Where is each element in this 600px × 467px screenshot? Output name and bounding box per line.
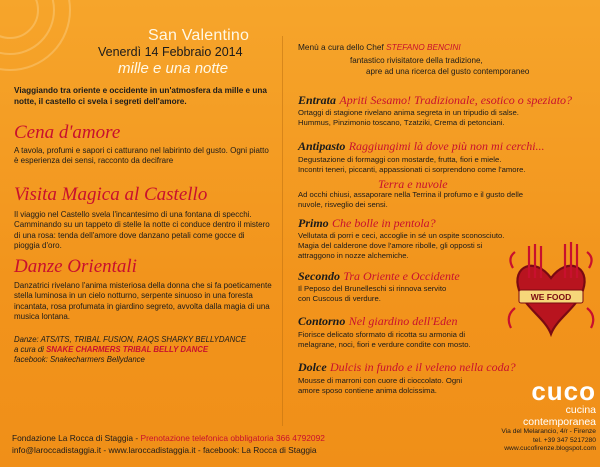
- course-dolce: [298, 360, 516, 375]
- facebook-line: [14, 355, 272, 365]
- brand-web[interactable]: www.cucofirenze.blogspot.com: [504, 445, 596, 453]
- emblem-text: WE FOOD: [530, 292, 572, 302]
- course-secondo: [298, 269, 460, 284]
- course-name: Entrata: [298, 93, 337, 107]
- menu-subtitle-2: apre ad una ricerca del gusto contemporaneo: [366, 67, 530, 76]
- course-name: Secondo: [298, 269, 340, 283]
- menu-subtitle-1: fantastico rivisitatore della tradizione,: [350, 56, 483, 65]
- care-line: [14, 345, 272, 355]
- course-name: Contorno: [298, 314, 346, 328]
- section-text-visita: Il viaggio nel Castello svela l'incantesimo di una fontana di specchi. Camminando su un tappeto di stelle la notte ci conduce dentro il mistero di una rosa: tenda dell'amore dove danzano petali come gocce di pioggia d'oro.: [14, 210, 270, 251]
- course-entrata: [298, 93, 572, 108]
- brand-address: Via del Melarancio, 4/r - Firenze: [501, 428, 596, 435]
- section-text-danze: Danzatrici rivelano l'anima misteriosa della donna che si fa poeticamente stella luminosa in un cielo notturno, serpente sinuoso in una foresta incantata, rosa profumata in giardino segreto, avvolta dalla magia di una musica lontana.: [14, 281, 272, 322]
- brand-logo: [506, 378, 596, 428]
- event-title: San Valentino: [148, 27, 250, 44]
- course-title: Che bolle in pentola?: [332, 216, 436, 230]
- course-title: Tra Oriente e Occidente: [343, 269, 460, 283]
- menu-heading-prefix: Menù a cura dello Chef: [298, 42, 384, 52]
- course-desc-secondo: Il Peposo del Brunelleschi si rinnova servito con Cuscous di verdure.: [298, 284, 447, 303]
- course-primo: [298, 216, 436, 231]
- chef-name: STEFANO BENCINI: [386, 42, 461, 52]
- course-name: Dolce: [298, 360, 327, 374]
- course-antipasto: [298, 139, 545, 154]
- section-text-cena: A tavola, profumi e sapori ci catturano nel labirinto del gusto. Ogni piatto è esperienza dei sensi, racconto da decifrare: [14, 146, 269, 166]
- course-name: Primo: [298, 216, 329, 230]
- facebook-label: facebook:: [14, 355, 48, 364]
- footer-org: Fondazione La Rocca di Staggia -: [12, 433, 139, 443]
- brand-subtitle: cucina contemporanea: [523, 404, 596, 428]
- course-title: Dulcis in fundo e il veleno nella coda?: [330, 360, 516, 374]
- course-desc-terra: Ad occhi chiusi, assaporare nella Terrina il profumo e il gusto delle nuvole, risveglio dei sensi.: [298, 190, 524, 209]
- event-date: Venerdì 14 Febbraio 2014: [98, 45, 243, 59]
- care-label: a cura di: [14, 345, 44, 354]
- course-title: Apriti Sesamo! Tradizionale, esotico o speziato?: [339, 93, 573, 107]
- intro-text: Viaggiando tra oriente e occidente in un'atmosfera da mille e una notte, il castello ci svela i segreti dell'amore.: [14, 86, 267, 106]
- course-desc-entrata: Ortaggi di stagione rivelano anima segreta in un tripudio di salse. Hummus, Pinzimonio toscano, Tzatziki, Crema di petonciani.: [298, 108, 519, 127]
- heart-fork-emblem-icon: [505, 238, 597, 348]
- course-desc-antipasto: Degustazione di formaggi con mostarde, frutta, fiori e miele. Incontri teneri, piccanti, appassionati ci sorprendono come l'amore.: [298, 155, 526, 174]
- course-title: Raggiungimi là dove più non mi cerchi...: [348, 139, 545, 153]
- menu-heading: [298, 42, 461, 52]
- facebook-value[interactable]: Snakecharmers Bellydance: [49, 355, 145, 364]
- brand-contact: [492, 428, 596, 454]
- course-name: Antipasto: [298, 139, 346, 153]
- course-desc-dolce: Mousse di marroni con cuore di cioccolato. Ogni amore sposo contiene anima dolcissima.: [298, 376, 463, 395]
- dance-styles-line: [14, 335, 272, 345]
- section-title-visita: Visita Magica al Castello: [14, 184, 208, 205]
- dance-label: Danze:: [14, 335, 39, 344]
- course-desc-primo: Vellutata di porri e ceci, accoglie in sé un ospite sconosciuto. Magia del calderone dove l'amore ribolle, gli opposti si attraggono in nozze alchemiche.: [298, 231, 505, 260]
- event-tagline: mille e una notte: [118, 60, 229, 77]
- course-contorno: [298, 314, 457, 329]
- care-value: SNAKE CHARMERS TRIBAL BELLY DANCE: [46, 345, 209, 354]
- column-divider: [282, 36, 283, 426]
- section-title-cena: Cena d'amore: [14, 122, 121, 143]
- course-title: Nel giardino dell'Eden: [348, 314, 458, 328]
- footer-booking: Prenotazione telefonica obbligatoria 366 4792092: [140, 433, 325, 443]
- dance-styles: ATS/ITS, TRIBAL FUSION, RAQS SHARKY BELLYDANCE: [40, 335, 247, 344]
- section-title-danze: Danze Orientali: [14, 256, 137, 277]
- course-title: Terra e nuvole: [378, 177, 448, 191]
- brand-phone: tel. +39 347 5217280: [532, 436, 596, 444]
- footer-contacts[interactable]: info@laroccadistaggia.it - www.laroccadistaggia.it - facebook: La Rocca di Staggia: [12, 445, 317, 455]
- course-desc-contorno: Fiorisce delicato sformato di ricotta su armonia di melagrane, noci, fiori e verdure condite con mosto.: [298, 330, 471, 349]
- brand-name: cuco: [531, 376, 596, 406]
